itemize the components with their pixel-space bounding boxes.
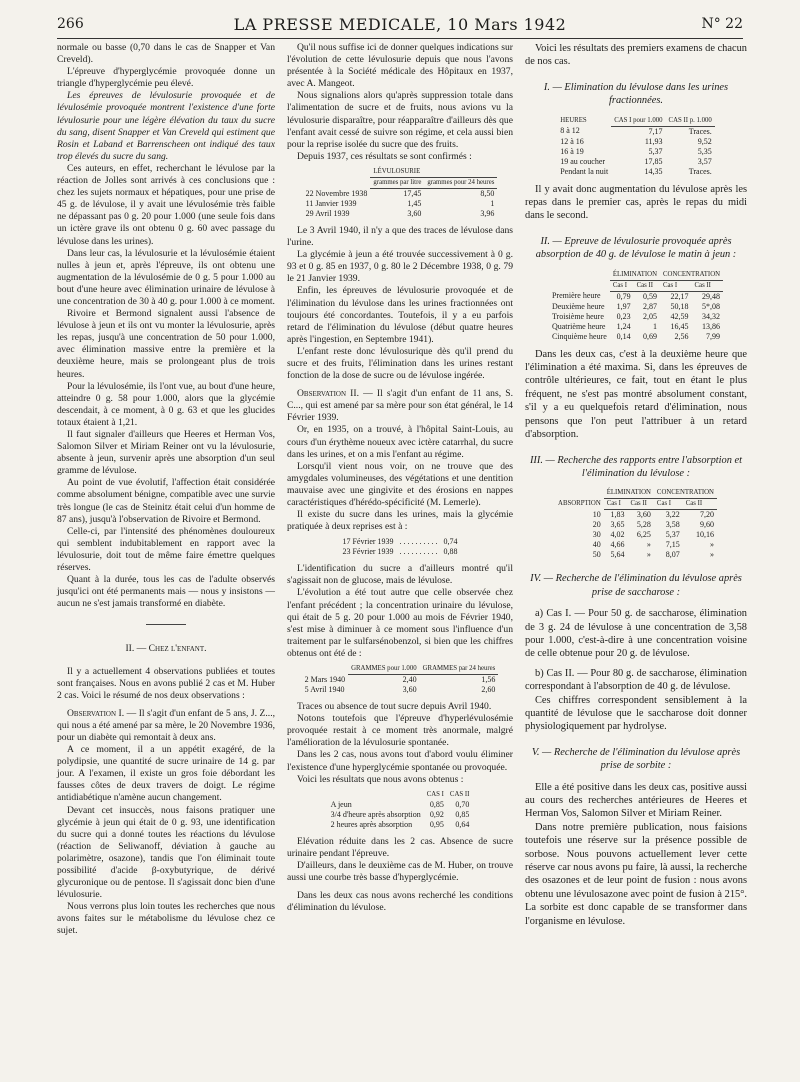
- paragraph: Enfin, les épreuves de lévulosurie provoquée et de l'élimination du lévulose dans les urines fractionnées ont toujours été concordantes. Toutefois, il y a eu parfois retard de l'élimination du lévulose (début quatre heures après l'ingestion, en Septembre 1941).: [287, 285, 513, 345]
- paragraph: Rivoire et Bermond signalent aussi l'absence de lévulose à jeun et ils ont vu monter la lévulosurie, après les repas, jusqu'à une concentration de 50 pour 1.000, avec élimination massive entre la première et la deuxième heure, mais se prolongeant plus de trois heures.: [57, 308, 275, 380]
- paragraph: Celle-ci, par l'intensité des phénomènes douloureux qui semblent indubitablement en rapport avec la lévulosurie, doit tout de même faire émettre quelques réserves.: [57, 525, 275, 574]
- table-col-header: GRAMMES pour 1.000: [348, 664, 420, 675]
- table-row: Cinquième heure 0,14 0,69 2,56 7,99: [551, 331, 721, 341]
- table-row: 5 Avril 1940 3,60 2,60: [304, 685, 496, 695]
- table-row: A jeun 0,85 0,70: [330, 799, 470, 809]
- table-col-header: HEURES: [560, 116, 587, 124]
- section-heading: III. — Recherche des rapports entre l'absorption et l'élimination du lévulose :: [529, 454, 743, 479]
- table-row: Deuxième heure 1,97 2,87 50,18 5*,08: [551, 301, 721, 311]
- paragraph: L'identification du sucre a d'ailleurs montré qu'il s'agissait non de glucose, mais de lévulose.: [287, 563, 513, 587]
- paragraph: L'épreuve d'hyperglycémie provoquée donne un triangle d'hyperglycémie peu élevé.: [57, 66, 275, 90]
- table-group-header: LÉVULOSURIE: [370, 167, 497, 178]
- issue-number: N° 22: [701, 16, 743, 32]
- paragraph: Dans les 2 cas, nous avons tout d'abord voulu éliminer l'existence d'une hyperglycémie spontanée ou provoquée.: [287, 749, 513, 773]
- paragraph: Pour la lévulosémie, ils l'ont vue, au bout d'une heure, atteindre 0 g. 58 pour 1.000, alors que la glycémie descendait, à ce moment, à 0 g. 63 et que les glucides totaux étaient à 1,21.: [57, 380, 275, 428]
- table-col-header: grammes pour 24 heures: [424, 177, 497, 188]
- table-col-header: CAS I: [426, 790, 444, 798]
- section-heading: I. — Elimination du lévulose dans les urines fractionnées.: [543, 81, 729, 107]
- section-heading: IV. — Recherche de l'élimination du lévulose après prise de saccharose :: [530, 573, 742, 598]
- table-col-header: CAS I pour 1.000: [611, 116, 665, 127]
- paragraph: Notons toutefois que l'épreuve d'hyperlévulosémie provoquée restait à ce moment très anormale, malgré l'amélioration de la lévulosurie spontanée.: [287, 713, 513, 749]
- journal-title: LA PRESSE MEDICALE, 10 Mars 1942: [233, 15, 567, 34]
- paragraph: Il faut signaler d'ailleurs que Heeres et Herman Vos, Salomon Silver et Miriam Reiner ont vu la lévulosurie, absente à jeun, survenir après une absorption d'un seul gramme de lévulose.: [57, 429, 275, 477]
- table-row: 16 à 19 5,37 5,35: [560, 146, 712, 156]
- levulose-grams-table: [302, 664, 499, 695]
- table-row: 2 heures après absorption 0,95 0,64: [330, 819, 470, 829]
- table-row: 17 Février 1939 . . . . . . . . . . 0,74: [342, 537, 458, 547]
- table-row: 29 Avril 1939 3,60 3,96: [305, 208, 495, 218]
- paragraph: Dans notre première publication, nous faisions toutefois une réserve sur la présence possible de sorbose. Nous pouvons actuellement lever cette réserve car nous avons pu faire, là aussi, la recherche des osazones et de leur point de fusion : nous avons obtenu une lévulosazone avec point de fusion à 215°. La sorbite est donc capable de se transformer dans l'organisme en lévulose.: [525, 821, 747, 927]
- table-row: 23 Février 1939 . . . . . . . . . . 0,88: [342, 547, 458, 557]
- observation-label: Observation II.: [297, 388, 359, 400]
- table-row: 20 3,65 5,28 3,58 9,60: [592, 520, 714, 530]
- levulosurie-provoquee-table: ÉLIMINATION CONCENTRATION Cas I Cas II Cas I Cas II Première heure 0,79 0,59 22,17 29,48 Deuxième heure 1,97 2,87 50,18 5*,08 Troisième heure 0,23 2,05 42,59 34,32 Quatrième heure 1,24 1 16,45 13,86 Cinquième heure 0,14 0,69 2,56 7,99: [549, 270, 723, 342]
- table-row: 19 au coucher 17,85 3,57: [560, 156, 712, 166]
- column-2: [287, 42, 513, 914]
- paragraph-text: — Il s'agit d'un enfant de 5 ans, J. Z..., qui nous a été amené par sa mère, le 20 Novembre 1936, pour un diabète qui remontait à deux ans.: [57, 707, 275, 743]
- page-number: 266: [57, 16, 84, 32]
- paragraph: [287, 388, 513, 424]
- column-3: [525, 42, 747, 928]
- paragraph: Il y a actuellement 4 observations publiées et toutes sont françaises. Nous en avons publié 2 cas et M. Huber 2 cas. Voici le résumé de nos deux observations :: [57, 665, 275, 701]
- paragraph: normale ou basse (0,70 dans le cas de Snapper et Van Creveld).: [57, 42, 275, 66]
- table-col-header: CAS II p. 1.000: [666, 116, 715, 127]
- paragraph: Nous signalions alors qu'après suppression totale dans l'alimentation de sucre et de fruits, nous avions vu la lévulosurie disparaître, pour réapparaître d'ailleurs dès que l'enfant avait cessé de suivre son régime, et cela aussi bien pour la reprise isolée du sucre que des fruits.: [287, 90, 513, 150]
- paragraph: Qu'il nous suffise ici de donner quelques indications sur l'évolution de cette lévulosurie depuis que nous l'avons présentée à la Société médicale des Hôpitaux en 1937, avec A. Mangeot.: [287, 42, 513, 90]
- glycemie-table: [339, 537, 460, 557]
- table-row: 30 4,02 6,25 5,37 10,16: [592, 530, 714, 540]
- paragraph: L'enfant reste donc lévulosurique dès qu'il prend du sucre et des fruits, l'élimination dans les urines restant fonction de la dose de sucre ou de lévulose ingérée.: [287, 345, 513, 382]
- paragraph-text: — Il s'agit d'un enfant de 11 ans, S. C..., qui est amené par sa mère pour son état général, le 14 Février 1939.: [287, 388, 513, 424]
- table-group-header: CONCENTRATION: [654, 488, 717, 499]
- paragraph: Devant cet insuccès, nous faisons pratiquer une glycémie à jeun qui était de 0 g. 93, une identification du sucre qui a donné toutes les réactions du lévulose (réaction de Seliwanoff, déviation à gauche au polarimètre, osazone), tandis que l'on éliminait toute possibilité d'acide β-oxybutyrique, de dérivé glycuronique ou de pentose. Il s'agissait donc bien d'une lévulosurie.: [57, 804, 275, 901]
- paragraph: Elévation réduite dans les 2 cas. Absence de sucre urinaire pendant l'épreuve.: [287, 835, 513, 859]
- table-group-header: CONCENTRATION: [660, 270, 723, 281]
- paragraph: Dans leur cas, la lévulosurie et la lévulosémie étaient nulles à jeun et, après l'épreuve, ils ont obtenu une augmentation de la lévulosémie de 0 g. 5 pour 1.000 au bout d'une heure avec élimination urinaire de lévulose à une concentration de 30 à 40 g. pour 1.000 à ce moment.: [57, 247, 275, 307]
- paragraph: Elle a été positive dans les deux cas, positive aussi au cours des recherches antérieures de Heeres et Herman Vos, Salomon Silver et Miriam Reiner.: [525, 781, 747, 820]
- table-group-header: ÉLIMINATION: [604, 488, 654, 499]
- paragraph: Voici les résultats des premiers examens de chacun de nos cas.: [525, 43, 747, 68]
- paragraph: Voici les résultats que nous avons obtenus :: [297, 773, 464, 785]
- paragraph: Il y avait donc augmentation du lévulose après les repas dans le premier cas, après le repas du midi dans le second.: [525, 183, 747, 222]
- table-row: Quatrième heure 1,24 1 16,45 13,86: [551, 321, 721, 331]
- paragraph: Il existe du sucre dans les urines, mais la glycémie pratiquée à deux reprises est à :: [287, 509, 513, 533]
- paragraph: Ces chiffres correspondent sensiblement à la quantité de lévulose que le saccharose doit donner physiologiquement par hydrolyse.: [525, 694, 747, 733]
- paragraph: Au point de vue évolutif, l'affection était considérée comme absolument bénigne, compatible avec une survie très longue (le cas de Steinitz était celui d'un homme de 87 ans), jusqu'à l'observation de Rivoire et Bermond.: [57, 477, 275, 525]
- section-heading: II. — Chez l'enfant.: [125, 643, 207, 655]
- column-1: [57, 42, 275, 938]
- paragraph: Ces auteurs, en effet, recherchant le lévulose par la réaction de Jolles sont arrivés à ces conclusions que : chez les sujets normaux et hépatiques, pour une prise de 45 g. de lévulose, il y avait une lévulosémie très faible ne dépassant pas 0 g. 20 pour 1.000 (une seule fois dans un ictère grave ils ont obtenu 0 g. 60 avec passage du lévulose dans les urines).: [57, 162, 275, 247]
- paragraph: La glycémie à jeun a été trouvée successivement à 0 g. 93 et 0 g. 85 en 1937, 0 g. 80 le 2 Décembre 1938, 0 g. 79 le 21 Janvier 1939.: [287, 249, 513, 285]
- paragraph: Le 3 Avril 1940, il n'y a que des traces de lévulose dans l'urine.: [287, 224, 513, 249]
- table-row: Pendant la nuit 14,35 Traces.: [560, 166, 712, 176]
- absorption-elimination-table: ÉLIMINATION CONCENTRATION ABSORPTION Cas I Cas II Cas I Cas II 10 1,83 3,60 3,22 7,20 20 3,65 5,28 3,58 9,60 30 4,02 6,25 5,37 10,16 40 4,66 » 7,15 » 50 5,64 » 8,07 »: [555, 488, 717, 560]
- urines-fractionnees-table: [557, 116, 715, 177]
- section-heading: II. — Epreuve de lévulosurie provoquée après absorption de 40 g. de lévulose le matin à jeun :: [535, 235, 737, 261]
- paragraph: Dans les deux cas, c'est à la deuxième heure que l'élimination a été maxima. Si, dans les épreuves de contrôle ultérieures, ce fait, tout en étant le plus fréquent, ne s'est pas montré absolument constant, s'il y a eu quelquefois retard d'élimination, nous pensons que l'on peut l'attribuer à un retard d'absorption.: [525, 348, 747, 441]
- paragraph: Les épreuves de lévulosurie provoquée et de lévulosémie provoquée montrent l'existence d'une forte lévulosurie pour une légère élévation du taux du sucre du sang, disent Snapper et Van Creveld qui estiment que Rosin et Laband et Barrenscheen ont indiqué des taux trop élevés du sucre du sang.: [57, 90, 275, 162]
- paragraph: D'ailleurs, dans le deuxième cas de M. Huber, on trouve aussi une courbe très basse d'hyperglycémie.: [287, 859, 513, 883]
- section-heading: V. — Recherche de l'élimination du lévulose après prise de sorbite :: [531, 746, 741, 772]
- paragraph: A ce moment, il a un appétit exagéré, de la polydipsie, une quantité de sucre urinaire de 14 g. par jour. A l'examen, il existe un gros foie débordant les fausses côtes de deux travers de doigt. Le régime antidiabétique n'amène aucun changement.: [57, 744, 275, 804]
- paragraph: a) Cas I. — Pour 50 g. de saccharose, élimination de 3 g. 24 de lévulose à une concentration de 3,58 pour 1.000, c'est-à-dire à une concentration voisine de celle obtenue pour 20 g. de lévulose.: [525, 608, 747, 660]
- table-row: 40 4,66 » 7,15 »: [592, 540, 714, 550]
- table-row: 11 Janvier 1939 1,45 1: [305, 198, 495, 208]
- paragraph: Lorsqu'il vient nous voir, on ne trouve que des amygdales volumineuses, des végétations et une dentition mauvaise avec une gingivite et des érosions en nappes caractéristiques d'hérédo-spécificité (M. Lemerle).: [287, 460, 513, 508]
- table-row: 2 Mars 1940 2,40 1,56: [304, 674, 496, 685]
- table-row: 10 1,83 3,60 3,22 7,20: [592, 510, 714, 520]
- table-row: Troisième heure 0,23 2,05 42,59 34,32: [551, 311, 721, 321]
- table-col-header: grammes par litre: [370, 177, 424, 188]
- table-row: 22 Novembre 1938 17,45 8,50: [305, 188, 495, 198]
- paragraph: b) Cas II. — Pour 80 g. de saccharose, élimination correspondant à l'absorption de 40 g. de lévulose.: [525, 667, 747, 693]
- paragraph: Quant à la durée, tous les cas de l'adulte observés jusqu'ici ont été permanents mais — nous y insistons — aucun ne s'est jamais transformé en diabète.: [57, 574, 275, 610]
- paragraph: Traces ou absence de tout sucre depuis Avril 1940.: [297, 701, 492, 713]
- table-col-header: ABSORPTION: [558, 500, 601, 508]
- paragraph: [57, 708, 275, 744]
- table-row: 8 à 12 7,17 Traces.: [560, 126, 712, 136]
- divider: [146, 624, 186, 625]
- paragraph: Dans les deux cas nous avons recherché les conditions d'élimination du lévulose.: [287, 890, 513, 914]
- table-row: 50 5,64 » 8,07 »: [592, 550, 714, 560]
- observation-label: Observation I.: [67, 707, 125, 719]
- page-header: [57, 14, 743, 39]
- table-group-header: ÉLIMINATION: [610, 270, 660, 281]
- hyperglycemie-table: [328, 790, 473, 830]
- table-row: 3/4 d'heure après absorption 0,92 0,85: [330, 809, 470, 819]
- table-row: 12 à 16 11,93 9,52: [560, 136, 712, 146]
- table-col-header: CAS II: [449, 790, 470, 798]
- levulosurie-table: [303, 167, 498, 219]
- paragraph: Nous verrons plus loin toutes les recherches que nous avons faites sur le métabolisme du lévulose chez ce sujet.: [57, 901, 275, 937]
- paragraph: L'évolution a été tout autre que celle observée chez l'enfant précédent ; la concentration urinaire du lévulose, qui était de 5 g. 20 pour 1.000 au mois de Février 1940, s'est mise à diminuer à ce moment sous l'influence d'un traitement par le sulfarsénobenzol, si bien que les chiffres obtenus ont été de :: [287, 587, 513, 659]
- table-row: Première heure 0,79 0,59 22,17 29,48: [551, 291, 721, 301]
- paragraph: Depuis 1937, ces résultats se sont confirmés :: [297, 150, 472, 162]
- paragraph: Or, en 1935, on a trouvé, à l'hôpital Saint-Louis, au cours d'un érythème noueux avec ictère catarrhal, du sucre dans les urines, et on a mis l'enfant au régime.: [287, 424, 513, 460]
- table-col-header: GRAMMES par 24 heures: [420, 664, 499, 675]
